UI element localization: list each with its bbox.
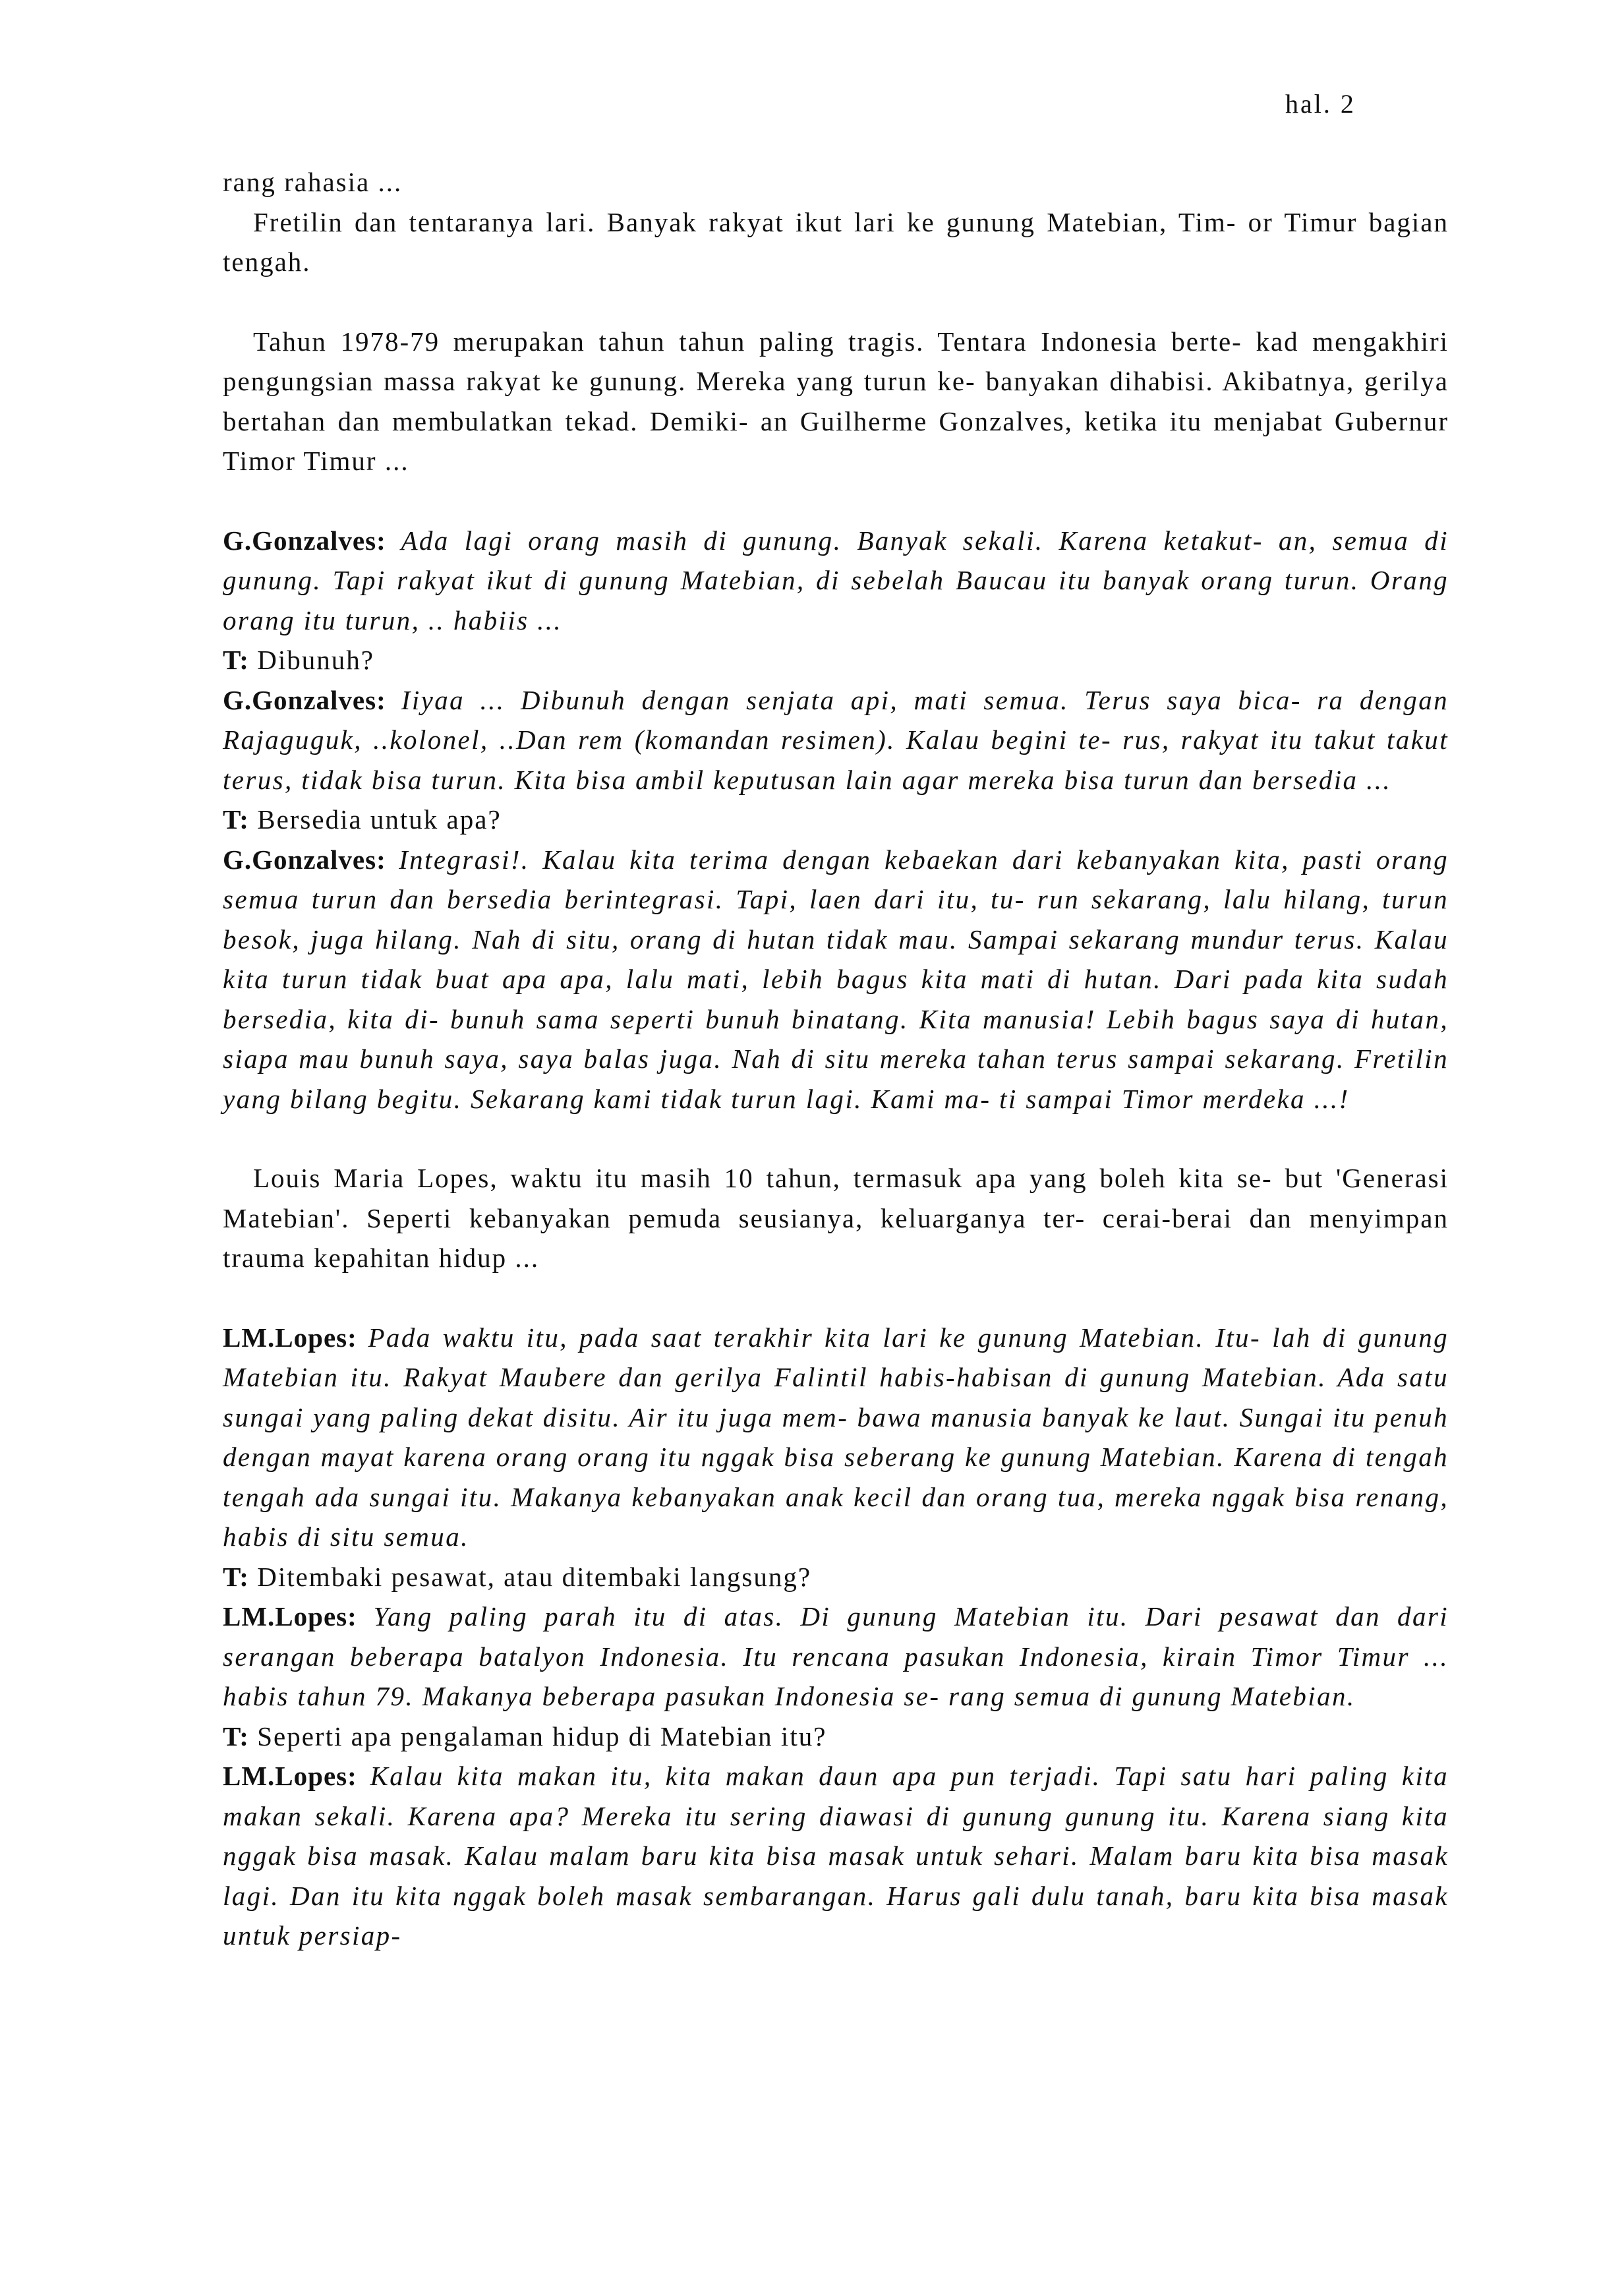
speaker-label: G.Gonzalves: bbox=[223, 844, 386, 875]
paragraph-continuation: rang rahasia ... bbox=[223, 167, 403, 197]
speech-text: Yang paling parah itu di atas. Di gunung Matebian itu. Dari pesawat dan dari serangan beberapa batalyon Indonesia. Itu rencana pasukan Indonesia, kirain Timor Timur ... habis tahun 79. Makanya beberapa pasukan Indonesia se- rang semua di gunung Matebian. bbox=[223, 1601, 1449, 1711]
paragraph-fretilin: Fretilin dan tentaranya lari. Banyak rakyat ikut lari ke gunung Matebian, Tim- or Timur bagian tengah. bbox=[223, 206, 1449, 277]
paragraph-tahun: Tahun 1978-79 merupakan tahun tahun paling tragis. Tentara Indonesia berte- kad mengakhiri pengungsian massa rakyat ke gunung. Mereka yang turun ke- banyakan dihabisi. Akibatnya, gerilya bertahan dan membulatkan tekad. Demiki- an Guilherme Gonzalves, ketika itu menjabat Gubernur Timor Timur ... bbox=[223, 326, 1449, 476]
speech-text: Dibunuh? bbox=[257, 645, 374, 675]
dialogue-line bbox=[223, 1756, 1449, 1956]
speech-text: Ada lagi orang masih di gunung. Banyak sekali. Karena ketakut- an, semua di gunung. Tapi rakyat ikut di gunung Matebian, di sebelah Baucau itu banyak orang turun. Orang orang itu turun, .. habiis ... bbox=[223, 525, 1449, 635]
speaker-label: LM.Lopes: bbox=[223, 1322, 357, 1353]
document-body bbox=[223, 162, 1449, 1956]
dialogue-line bbox=[223, 1557, 1449, 1597]
dialogue-line bbox=[223, 840, 1449, 1119]
speaker-label: LM.Lopes: bbox=[223, 1761, 357, 1791]
speech-text: Iiyaa ... Dibunuh dengan senjata api, mati semua. Terus saya bica- ra dengan Rajaguguk, ..kolonel, ..Dan rem (komandan resimen). Kalau begini te- rus, rakyat itu takut takut terus, tidak bisa turun. Kita bisa ambil keputusan lain agar mereka bisa turun dan bersedia ... bbox=[223, 684, 1449, 795]
speech-text: Ditembaki pesawat, atau ditembaki langsung? bbox=[257, 1561, 812, 1592]
dialogue-lopes bbox=[223, 1318, 1449, 1956]
speaker-label: T: bbox=[223, 1561, 249, 1592]
dialogue-line bbox=[223, 1318, 1449, 1557]
speaker-label: T: bbox=[223, 1720, 249, 1751]
speech-text: Kalau kita makan itu, kita makan daun apa pun terjadi. Tapi satu hari paling kita makan sekali. Karena apa? Mereka itu sering diawasi di gunung gunung itu. Karena siang kita nggak bisa masak. Kalau malam baru kita bisa masak untuk sehari. Malam baru kita bisa masak lagi. Dan itu kita nggak boleh masak sembarangan. Harus gali dulu tanah, baru kita bisa masak untuk persiap- bbox=[223, 1761, 1449, 1951]
dialogue-line bbox=[223, 521, 1449, 641]
dialogue-line bbox=[223, 640, 1449, 680]
dialogue-gonzalves bbox=[223, 521, 1449, 1119]
dialogue-line bbox=[223, 1717, 1449, 1757]
speaker-label: G.Gonzalves: bbox=[223, 525, 386, 556]
speech-text: Seperti apa pengalaman hidup di Matebian itu? bbox=[257, 1720, 827, 1751]
dialogue-line bbox=[223, 680, 1449, 800]
speech-text: Integrasi!. Kalau kita terima dengan kebaekan dari kebanyakan kita, pasti orang semua turun dan bersedia berintegrasi. Tapi, laen dari itu, tu- run sekarang, lalu hilang, turun besok, juga hilang. Nah di situ, orang di hutan tidak mau. Sampai sekarang mundur terus. Kalau kita turun tidak buat apa apa, lalu mati, lebih bagus kita mati di hutan. Dari pada kita sudah bersedia, kita di- bunuh sama seperti bunuh binatang. Kita manusia! Lebih bagus saya di hutan, siapa mau bunuh saya, saya balas juga. Nah di situ mereka tahan terus sampai sekarang. Fretilin yang bilang begitu. Sekarang kami tidak turun lagi. Kami ma- ti sampai Timor merdeka ...! bbox=[223, 844, 1449, 1114]
speech-text: Bersedia untuk apa? bbox=[257, 804, 502, 835]
speaker-label: G.Gonzalves: bbox=[223, 684, 386, 715]
speech-text: Pada waktu itu, pada saat terakhir kita lari ke gunung Matebian. Itu- lah di gunung Matebian itu. Rakyat Maubere dan gerilya Falintil habis-habisan di gunung Matebian. Ada satu sungai yang paling dekat disitu. Air itu juga mem- bawa manusia banyak ke laut. Sungai itu penuh dengan mayat karena orang orang itu nggak bisa seberang ke gunung Matebian. Karena di tengah tengah ada sungai itu. Makanya kebanyakan anak kecil dan orang tua, mereka nggak bisa renang, habis di situ semua. bbox=[223, 1322, 1449, 1552]
speaker-label: LM.Lopes: bbox=[223, 1601, 357, 1632]
dialogue-line bbox=[223, 1597, 1449, 1717]
speaker-label: T: bbox=[223, 804, 249, 835]
page-number: hal. 2 bbox=[1285, 89, 1356, 119]
speaker-label: T: bbox=[223, 645, 249, 675]
paragraph-lopes-intro: Louis Maria Lopes, waktu itu masih 10 tahun, termasuk apa yang boleh kita se- but 'Generasi Matebian'. Seperti kebanyakan pemuda seusianya, keluarganya ter- cerai-berai dan menyimpan trauma kepahitan hidup ... bbox=[223, 1163, 1449, 1273]
dialogue-line bbox=[223, 800, 1449, 840]
